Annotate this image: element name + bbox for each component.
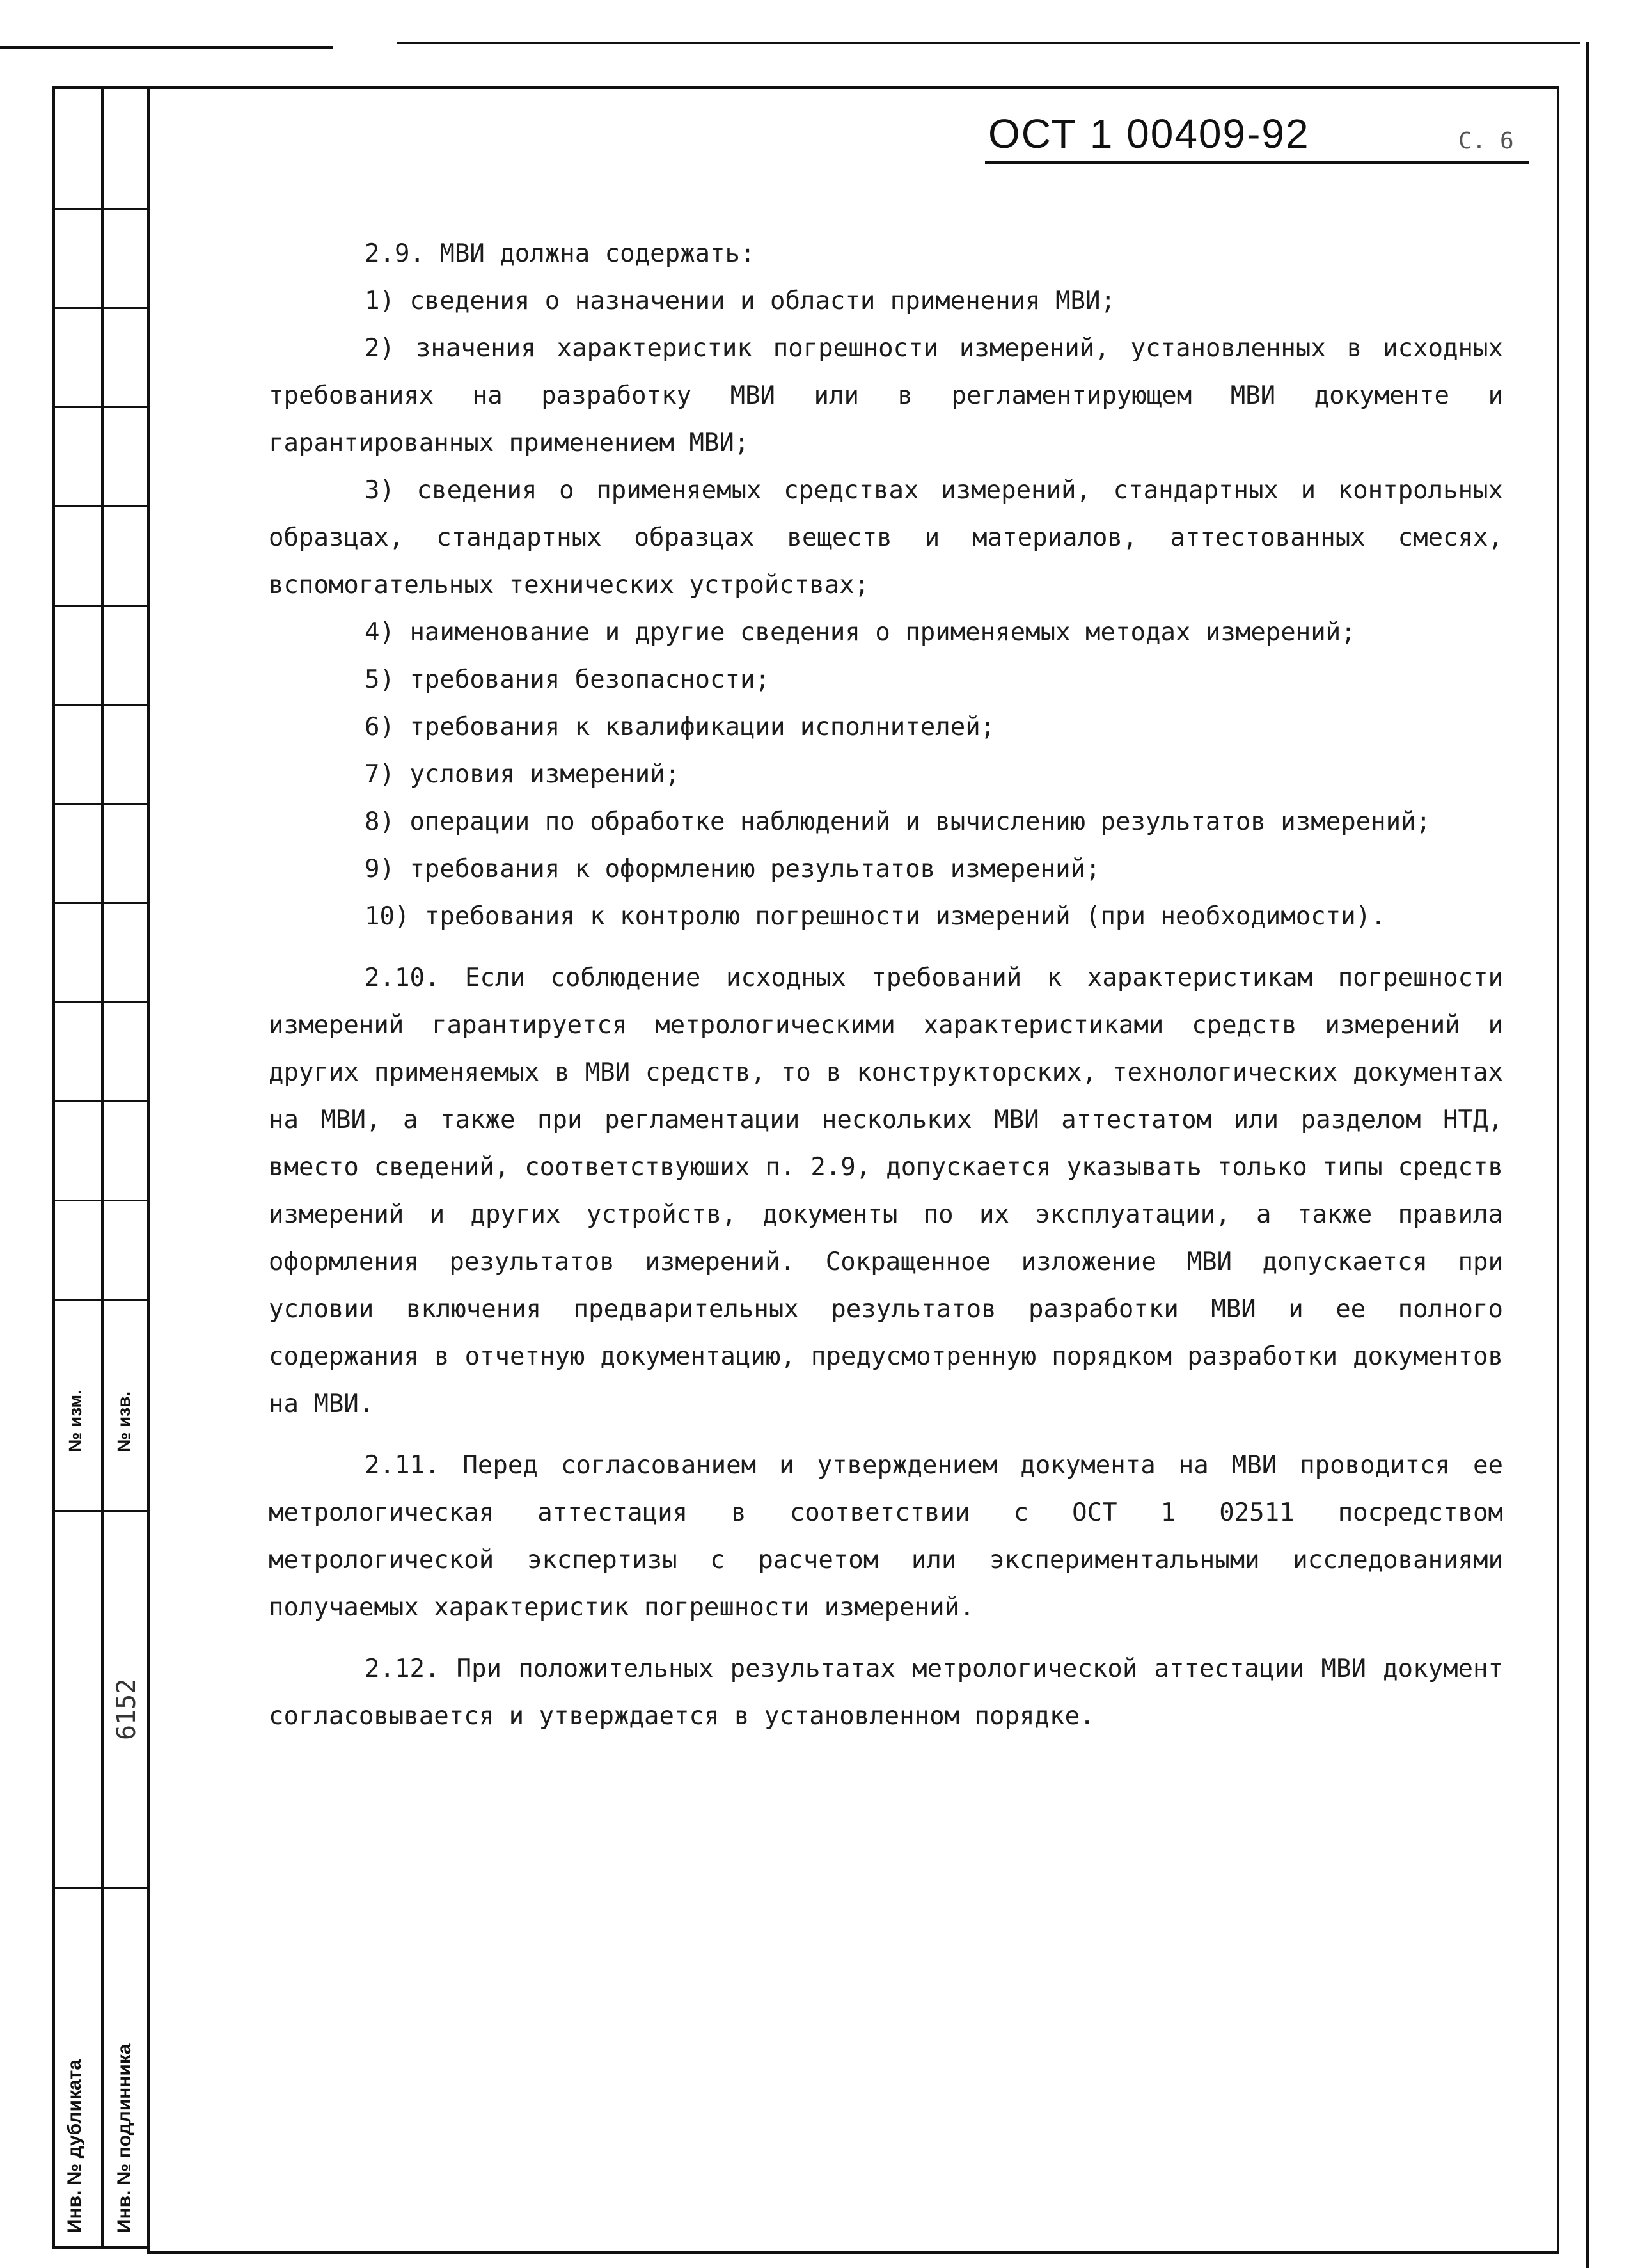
list-item: 5) требования безопасности; <box>365 665 770 694</box>
margin-row-line <box>52 1001 148 1003</box>
inv-podl-value: 6152 <box>112 1678 141 1740</box>
list-item: 6) требования к квалификации исполнителей; <box>365 713 996 741</box>
section-2-10: 2.10. Если соблюдение исходных требований к характеристикам погрешности измерений гарантируется метрологическими характеристиками средств измерений и других применяемых в МВИ средств, то в конструкторских, технологических документах на МВИ, а также при регламентации нескольких МВИ аттестатом или разделом НТД, вместо сведений, соответствуюших п. 2.9, допускается указывать только типы средств измерений и других устройств, документы по их эксплуатации, а также правила оформления результатов измерений. Сокращенное изложение МВИ допускается при условии включения предварительных результатов разработки МВИ и ее полного содержания в отчетную документацию, предусмотренную порядком разработки документов на МВИ. <box>269 964 1503 1418</box>
margin-label-inv-dubl: Инв. № дубликата <box>64 2059 85 2233</box>
margin-row-line <box>52 1200 148 1201</box>
margin-row-line <box>52 902 148 904</box>
margin-col-divider <box>101 86 104 2249</box>
list-item: 8) операции по обработке наблюдений и вычислению результатов измерений; <box>365 807 1431 836</box>
doc-number: ОСТ 1 00409-92 <box>988 111 1310 157</box>
list-item: 3) сведения о применяемых средствах измерений, стандартных и контрольных образцах, стандартных образцах веществ и материалов, аттестованных смесях, вспомогательных технических устройствах; <box>269 476 1503 599</box>
margin-row-line <box>52 307 148 309</box>
section-2-11: 2.11. Перед согласованием и утверждением документа на МВИ проводится ее метрологическая аттестация в соответствии с ОСТ 1 02511 посредством метрологической экспертизы с расчетом или экспериментальными исследованиями получаемых характеристик погрешности измерений. <box>269 1451 1503 1622</box>
margin-row-line <box>52 208 148 210</box>
section-2-9-heading: 2.9. МВИ должна содержать: <box>365 239 755 268</box>
right-edge-rule <box>1586 42 1589 2268</box>
margin-row-line <box>52 803 148 805</box>
top-rule-right <box>397 42 1580 44</box>
margin-row-line <box>52 1100 148 1102</box>
list-item: 7) условия измерений; <box>365 760 681 789</box>
document-body <box>269 230 1503 1740</box>
section-2-12: 2.12. При положительных результатах метрологической аттестации МВИ документ согласовывается и утверждается в установленном порядке. <box>269 1654 1503 1731</box>
margin-row-line <box>52 505 148 507</box>
doc-number-underline <box>985 161 1529 164</box>
list-item: 2) значения характеристик погрешности измерений, установленных в исходных требованиях на разработку МВИ или в регламентирующем МВИ документе и гарантированных применением МВИ; <box>269 334 1503 457</box>
page-number: С. 6 <box>1458 128 1514 154</box>
margin-row-line <box>52 1299 148 1301</box>
margin-row-line <box>52 1887 148 1889</box>
margin-top <box>52 86 148 89</box>
top-rule-left <box>0 46 333 49</box>
list-item: 10) требования к контролю погрешности измерений (при необходимости). <box>365 902 1386 931</box>
margin-label-izv: № изв. <box>114 1391 134 1452</box>
list-item: 1) сведения о назначении и области применения МВИ; <box>365 287 1115 315</box>
margin-label-inv-podl: Инв. № подлинника <box>114 2043 135 2233</box>
margin-row-line <box>52 406 148 408</box>
list-item: 4) наименование и другие сведения о применяемых методах измерений; <box>365 618 1356 647</box>
margin-row-line <box>52 605 148 607</box>
margin-outer-left <box>52 86 55 2249</box>
margin-bottom <box>52 2246 148 2249</box>
margin-label-izm: № изм. <box>65 1390 85 1452</box>
margin-row-line <box>52 704 148 706</box>
list-item: 9) требования к оформлению результатов измерений; <box>365 855 1101 884</box>
margin-row-line <box>52 1510 148 1512</box>
